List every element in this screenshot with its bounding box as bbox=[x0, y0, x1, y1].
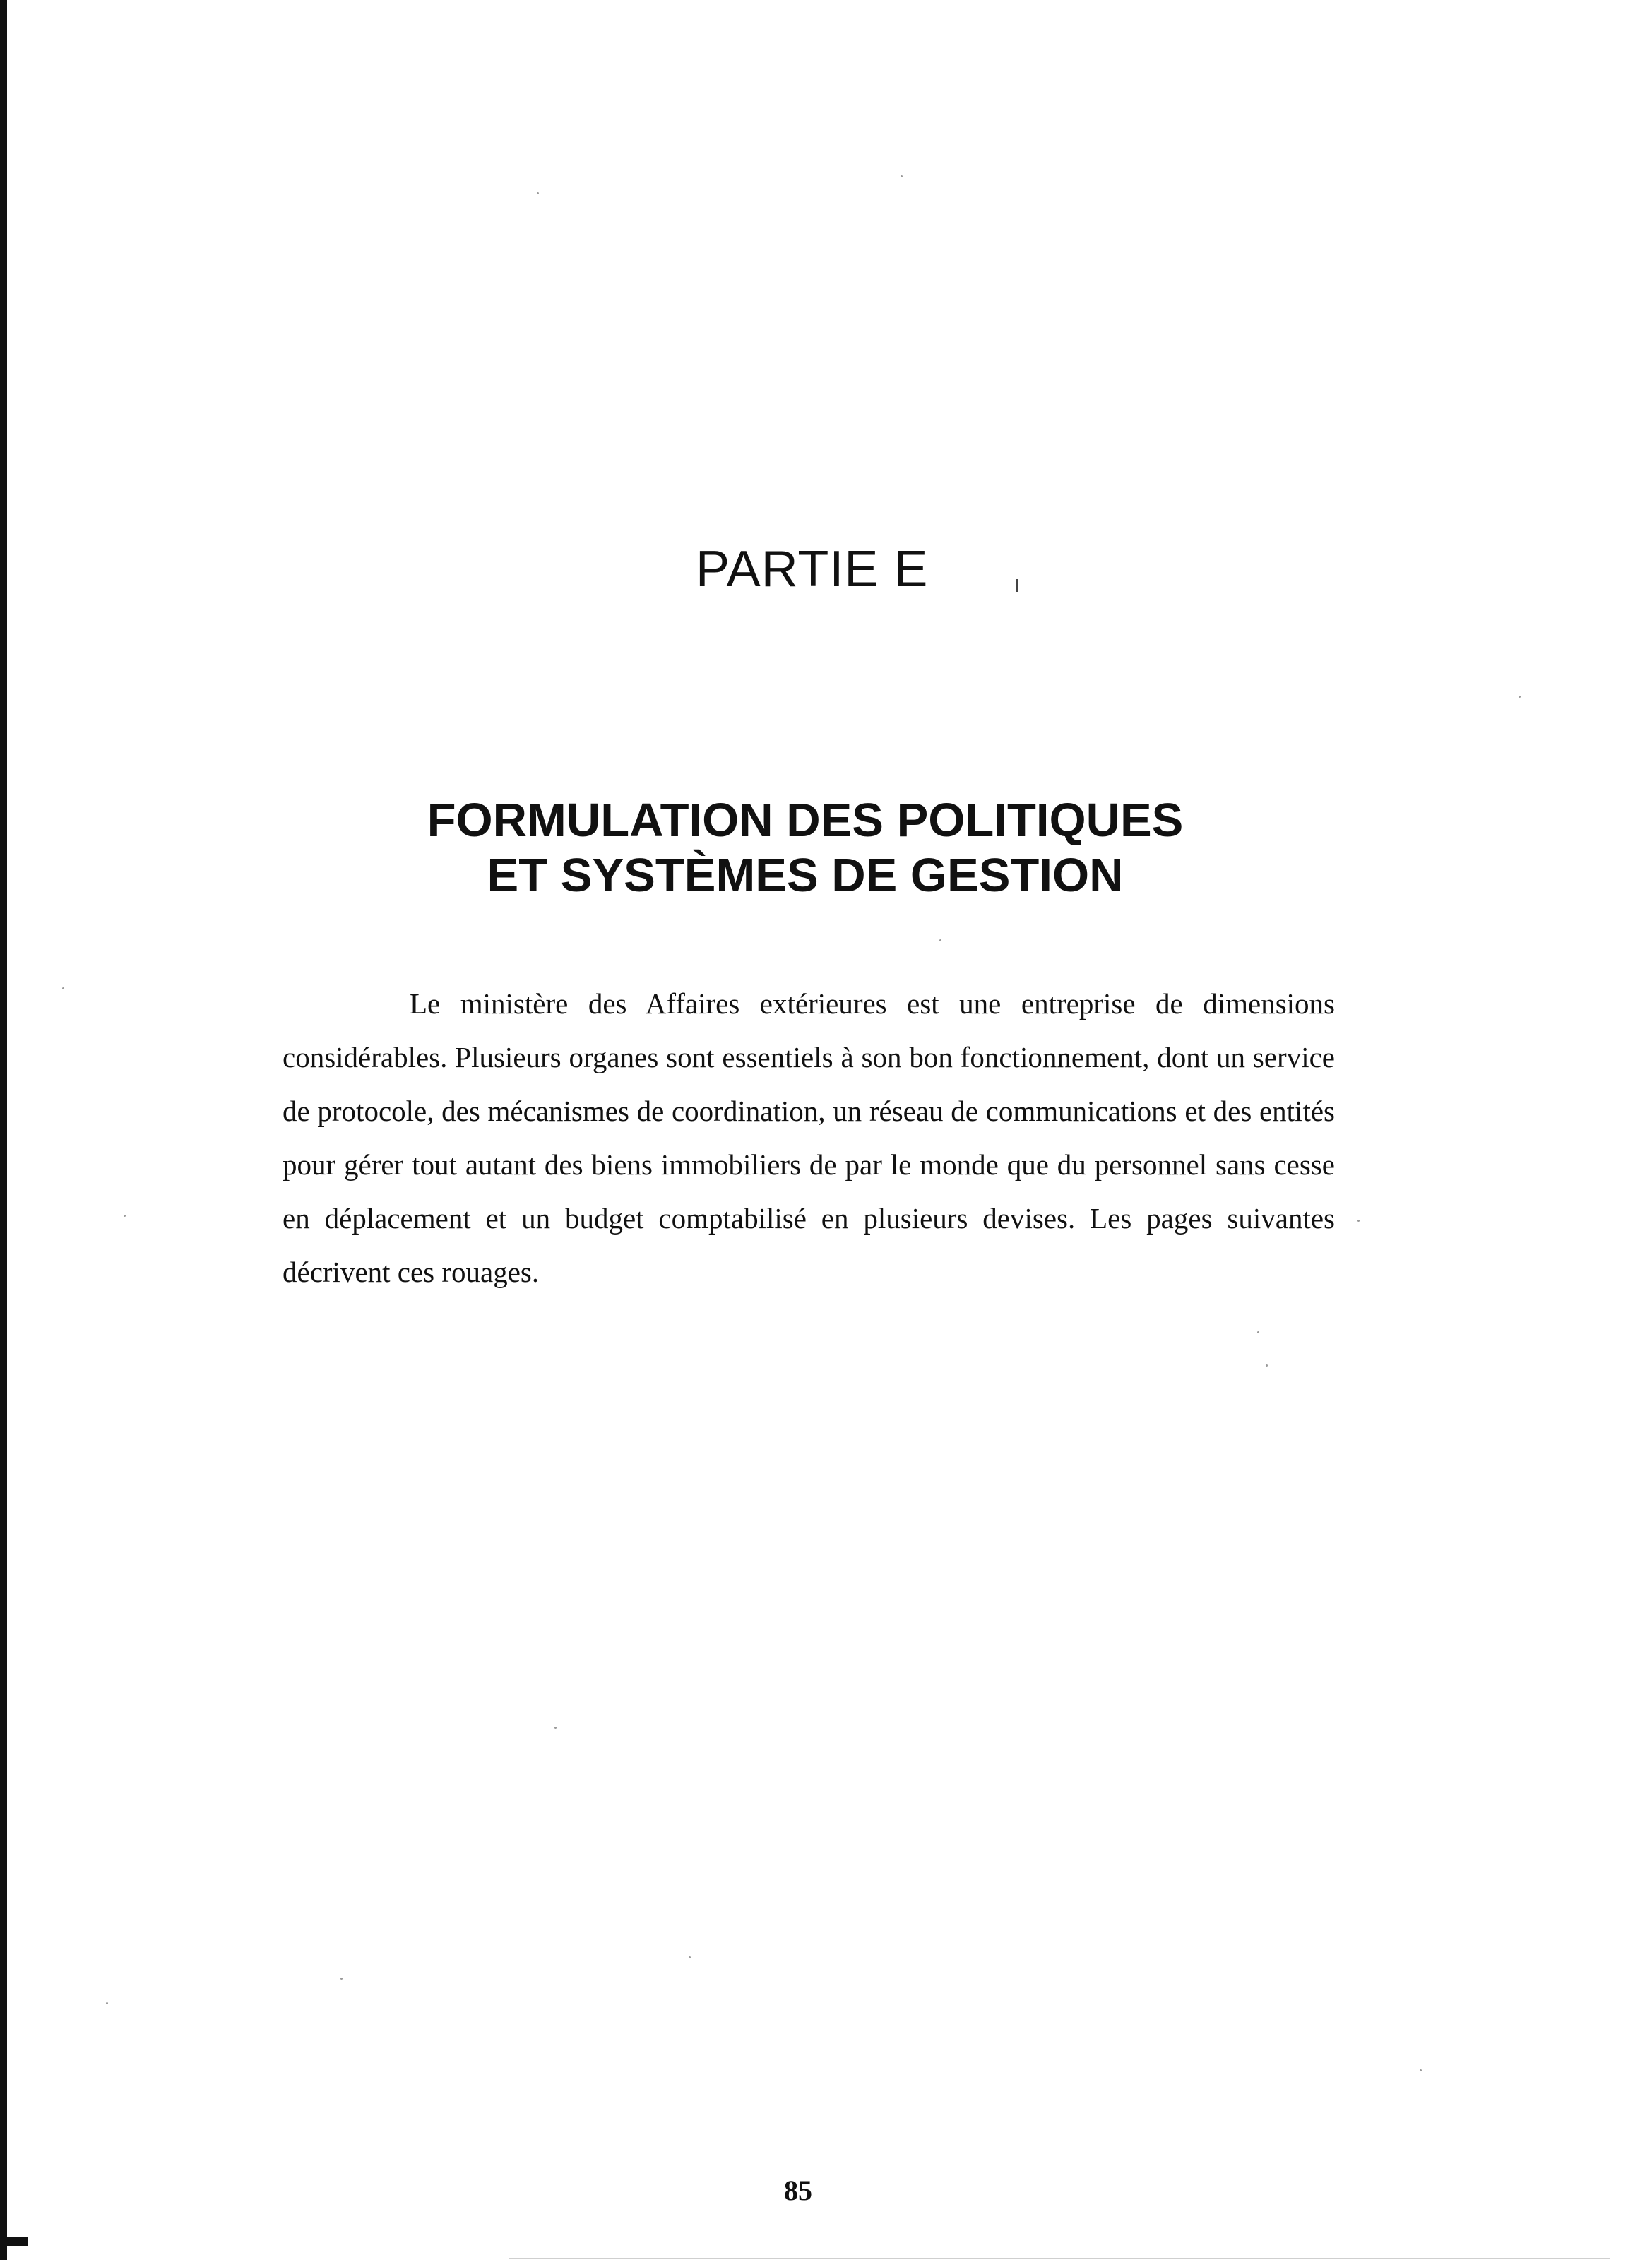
scan-speck bbox=[554, 1727, 557, 1729]
scan-speck bbox=[62, 987, 64, 989]
page-number: 85 bbox=[784, 2175, 812, 2206]
page-bottom-rule bbox=[509, 2258, 1610, 2259]
scan-speck bbox=[124, 1215, 126, 1217]
body-paragraph: Le ministère des Affaires extérieures est une entreprise de dimensions considérables. Plusieurs organes sont essentiels à son bon fonctionnement, dont un service de protocole, des mécanismes de coordination, un réseau de communications et des entités pour gérer tout autant des biens immobiliers de par le monde que du personnel sans cesse en déplacement et un budget comptabilisé en plusieurs devises. Les pages suivantes décrivent ces rouages. bbox=[283, 987, 1335, 1288]
section-title-line-2: ET SYSTÈMES DE GESTION bbox=[487, 849, 1124, 902]
scan-binding-edge bbox=[0, 0, 7, 2260]
scan-mark bbox=[1016, 579, 1018, 592]
scan-speck bbox=[1357, 1220, 1360, 1222]
scan-edge-foot bbox=[0, 2237, 28, 2246]
scan-speck bbox=[939, 939, 941, 941]
scan-speck bbox=[1420, 2069, 1422, 2071]
part-heading: PARTIE E bbox=[696, 541, 929, 597]
scan-speck bbox=[689, 1956, 691, 1958]
scan-speck bbox=[1266, 1364, 1268, 1367]
scan-speck bbox=[901, 175, 903, 177]
section-title-line-1: FORMULATION DES POLITIQUES bbox=[427, 794, 1184, 847]
scan-speck bbox=[106, 2002, 108, 2004]
scan-speck bbox=[537, 192, 539, 194]
scan-speck bbox=[340, 1978, 343, 1980]
scan-speck bbox=[1519, 696, 1521, 698]
scan-speck bbox=[1257, 1331, 1259, 1333]
